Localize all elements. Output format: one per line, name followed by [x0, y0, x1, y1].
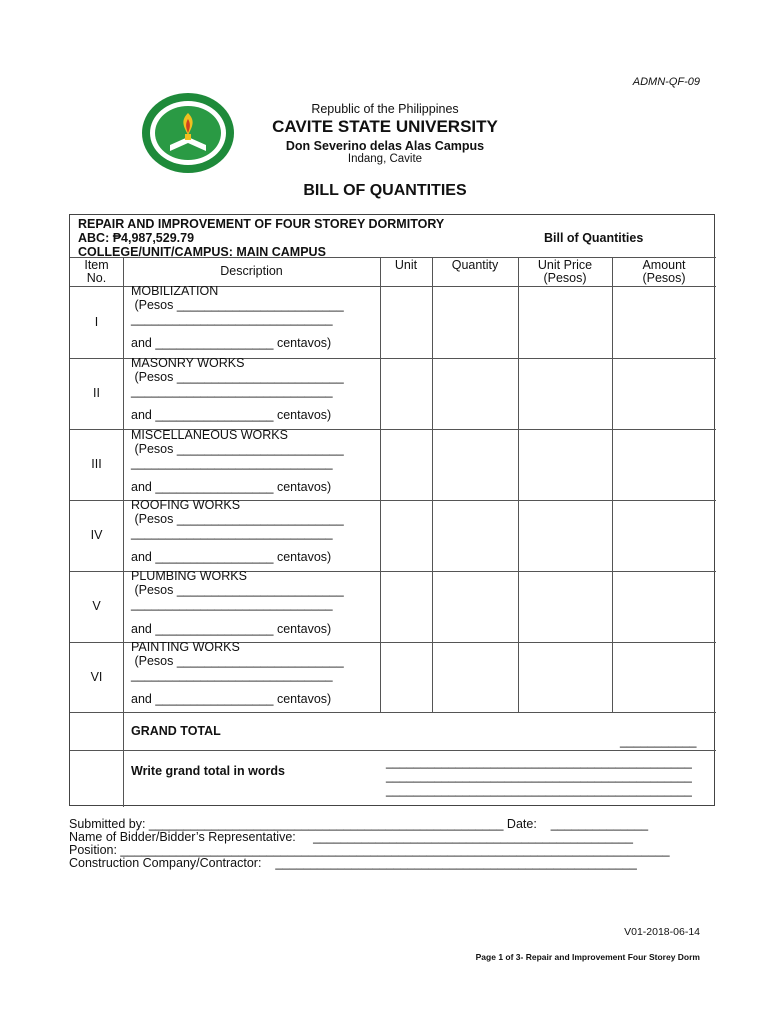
item-blank-line: _____________________________ [131, 597, 333, 611]
column-header-item: Item [84, 258, 109, 272]
column-header-unit-price: Unit Price [537, 258, 593, 272]
item-name: PAINTING WORKS [131, 640, 240, 654]
item-blank-line: _____________________________ [131, 668, 333, 682]
form-code: ADMN-QF-09 [632, 76, 700, 88]
item-number: VI [90, 670, 103, 684]
item-name: MASONRY WORKS [131, 356, 245, 370]
campus-name: Don Severino delas Alas Campus [285, 139, 485, 153]
item-blank-line: _____________________________ [131, 312, 333, 326]
item-pesos-line: (Pesos ________________________ [131, 442, 344, 456]
item-centavos-line: and _________________ centavos) [131, 336, 332, 350]
column-rule [380, 257, 381, 712]
college-unit-campus: COLLEGE/UNIT/CAMPUS: MAIN CAMPUS [78, 245, 326, 259]
row-rule [70, 712, 716, 713]
position-line: Position: _______________________________________________________________________________ [69, 843, 670, 857]
project-name: REPAIR AND IMPROVEMENT OF FOUR STOREY DORMITORY [78, 217, 445, 231]
column-header-description: Description [220, 264, 283, 278]
item-blank-line: _____________________________ [131, 384, 333, 398]
campus-location: Indang, Cavite [347, 153, 423, 165]
item-blank-line: _____________________________ [131, 456, 333, 470]
item-centavos-line: and _________________ centavos) [131, 622, 332, 636]
item-number: II [93, 386, 100, 400]
item-centavos-line: and _________________ centavos) [131, 550, 332, 564]
grand-total-words-label: Write grand total in words [131, 764, 285, 778]
item-name: MISCELLANEOUS WORKS [131, 428, 288, 442]
grand-total-words-blank: ____________________________________________ [386, 769, 692, 783]
header-top-rule [70, 257, 716, 258]
item-pesos-line: (Pesos ________________________ [131, 298, 344, 312]
item-centavos-line: and _________________ centavos) [131, 408, 332, 422]
column-header-unit: Unit [394, 258, 418, 272]
grand-total-words-blank: ____________________________________________ [386, 755, 692, 769]
bill-of-quantities-label: Bill of Quantities [544, 231, 644, 245]
bidder-representative-line: Name of Bidder/Bidder’s Representative: ______________________________________________ [69, 830, 633, 844]
grand-total-blank: ___________ [620, 734, 697, 748]
column-rule [123, 257, 124, 807]
item-pesos-line: (Pesos ________________________ [131, 583, 344, 597]
item-number: V [92, 599, 101, 613]
university-name: CAVITE STATE UNIVERSITY [272, 117, 498, 136]
item-number: III [91, 457, 102, 471]
item-name: PLUMBING WORKS [131, 569, 247, 583]
version-code: V01-2018-06-14 [624, 926, 700, 938]
column-header-amount-pesos: (Pesos) [642, 271, 686, 285]
construction-company-line: Construction Company/Contractor: ____________________________________________________ [69, 856, 637, 870]
column-rule [612, 257, 613, 712]
item-pesos-line: (Pesos ________________________ [131, 512, 344, 526]
document-title: BILL OF QUANTITIES [303, 182, 467, 199]
item-pesos-line: (Pesos ________________________ [131, 370, 344, 384]
item-centavos-line: and _________________ centavos) [131, 692, 332, 706]
grand-total-label: GRAND TOTAL [131, 724, 221, 738]
item-number: IV [90, 528, 103, 542]
item-name: MOBILIZATION [131, 284, 219, 298]
column-header-amount: Amount [642, 258, 686, 272]
item-number: I [94, 315, 99, 329]
submitted-by-line: Submitted by: ___________________________________________________ Date: ______________ [69, 817, 649, 831]
item-centavos-line: and _________________ centavos) [131, 480, 332, 494]
column-rule [432, 257, 433, 712]
column-header-unit-price-pesos: (Pesos) [543, 271, 587, 285]
item-name: ROOFING WORKS [131, 498, 241, 512]
grand-total-words-blank: ____________________________________________ [386, 783, 692, 797]
column-header-item-no: No. [86, 271, 107, 285]
abc-amount: ABC: ₱4,987,529.79 [78, 231, 195, 245]
item-blank-line: _____________________________ [131, 526, 333, 540]
item-pesos-line: (Pesos ________________________ [131, 654, 344, 668]
column-header-quantity: Quantity [451, 258, 499, 272]
page-footer: Page 1 of 3- Repair and Improvement Four Storey Dorm [475, 952, 700, 962]
republic-text: Republic of the Philippines [311, 102, 459, 116]
grand-total-rule [70, 750, 716, 751]
bill-of-quantities-table [69, 214, 715, 806]
column-rule [518, 257, 519, 712]
